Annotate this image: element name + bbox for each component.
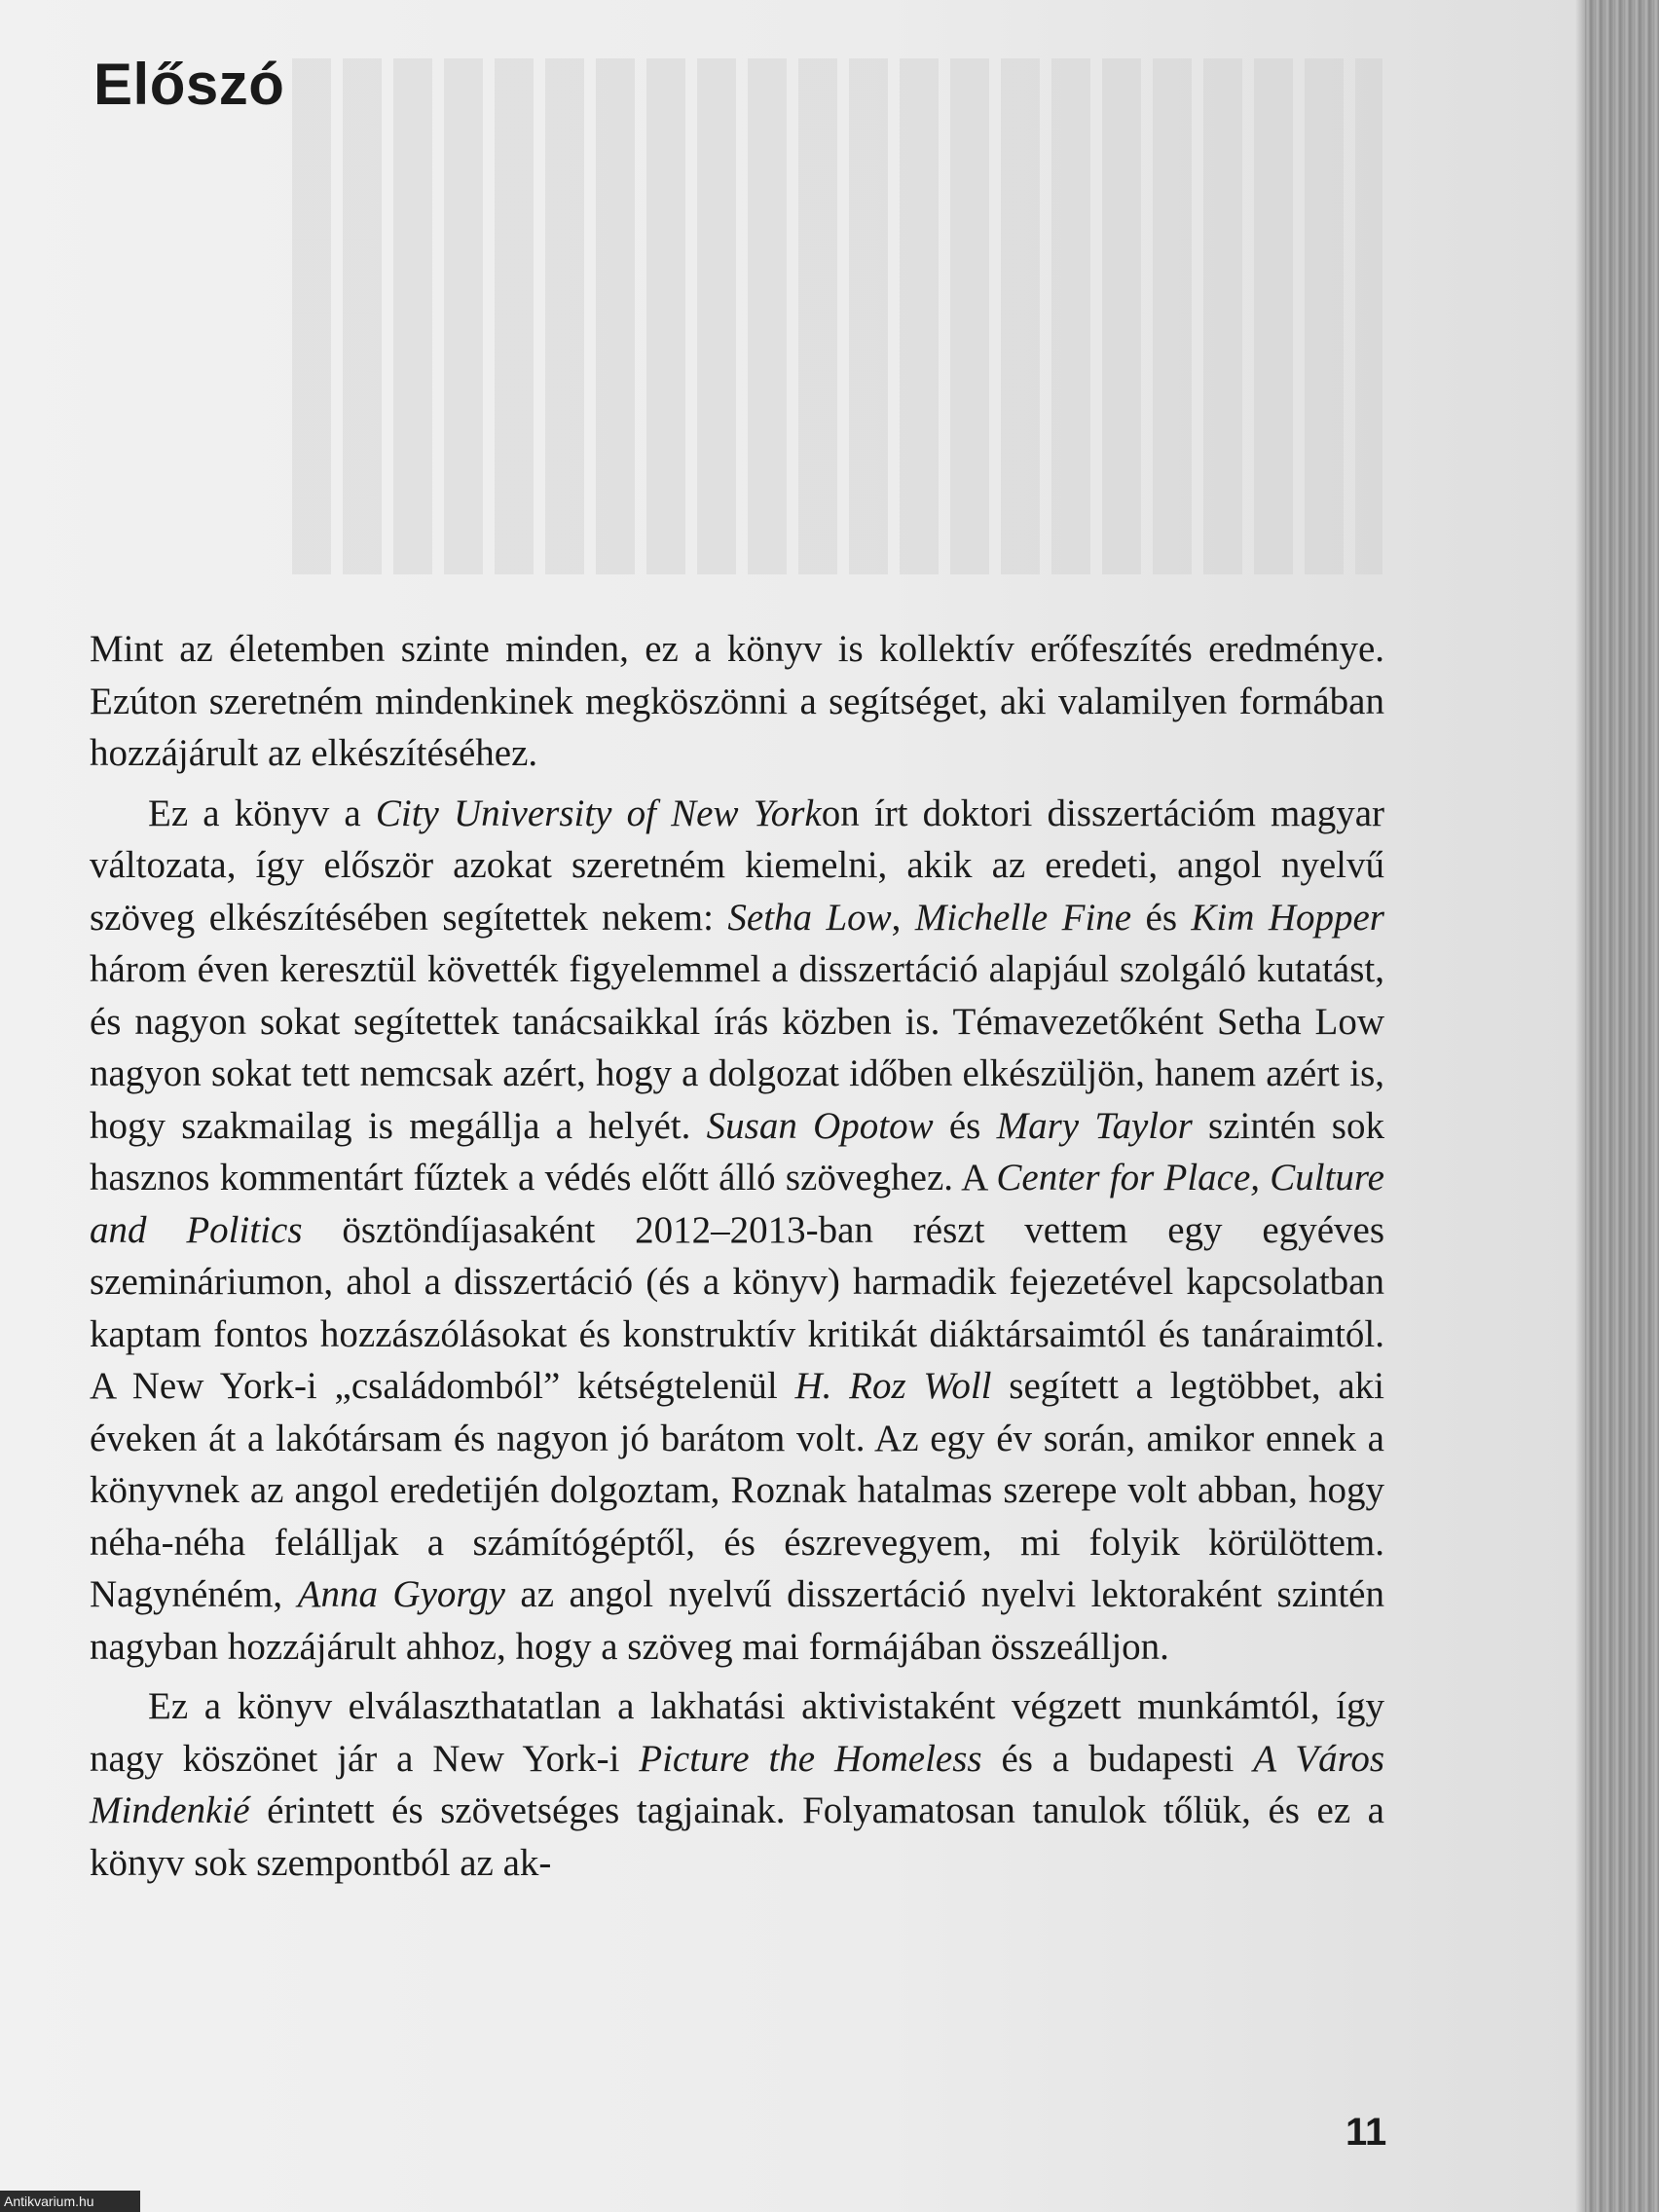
italic-run: Michelle Fine: [914, 896, 1132, 939]
text-run: az angol nyelvű disszertáció nyelvi lektoraként szintén nagyban hozzájárult ahhoz, hogy a szöveg mai formájában összeálljon.: [90, 1573, 1384, 1668]
text-run: on írt doktori disszertációm magyar változata, így először azokat szeretném kiemelni, akik az eredeti, angol nyelvű szöveg elkészítésében segítettek nekem:: [90, 792, 1384, 939]
text-run: három éven keresztül követték figyelemmel a disszertáció alapjául szolgáló kutatást, és nagyon sokat segítettek tanácsaikkal írás közben is. Témavezetőként Setha Low nagyon sokat tett nemcsak azért, hogy a dolgozat időben elkészüljön, hanem azért is, hogy szakmailag is megállja a helyét.: [90, 948, 1384, 1147]
italic-run: Kim Hopper: [1191, 896, 1384, 939]
text-run: érintett és szövetséges tagjainak. Folyamatosan tanulok tőlük, és ez a könyv sok szempontból az ak-: [90, 1789, 1384, 1884]
paragraph-3: [90, 1680, 1384, 1889]
italic-run: Susan Opotow: [706, 1104, 934, 1147]
page-number: 11: [1346, 2111, 1387, 2154]
paragraph-1: [90, 623, 1384, 780]
text-run: Ez a könyv elválaszthatatlan a lakhatási aktivistaként végzett munkámtól, így nagy köszönet jár a New York-i: [90, 1685, 1384, 1780]
body-text: [90, 623, 1384, 1897]
page-title: Előszó: [93, 52, 285, 117]
text-run: szintén sok hasznos kommentárt fűztek a védés előtt álló szöveghez. A: [90, 1104, 1384, 1198]
watermark: Antikvarium.hu: [0, 2191, 140, 2212]
text-run: ösztöndíjasaként 2012–2013-ban részt vettem egy egyéves szemináriumon, ahol a disszertáció (és a könyv) harmadik fejezetével kapcsolatban kaptam fontos hozzászólásokat és konstruktív kritikát diáktársaimtól és tanáraimtól. A New York-i „családomból” kétségtelenül: [90, 1208, 1385, 1407]
bleed-through-text: [292, 58, 1382, 604]
text-run: és a budapesti: [981, 1737, 1254, 1780]
adjacent-page-edges: [1585, 0, 1659, 2212]
italic-run: Picture the Homeless: [639, 1737, 982, 1780]
italic-run: Mary Taylor: [996, 1104, 1193, 1147]
italic-run: H. Roz Woll: [794, 1365, 992, 1407]
text-run: és: [933, 1104, 997, 1147]
text-run: segített a legtöbbet, aki éveken át a lakótársam és nagyon jó barátom volt. Az egy év során, amikor ennek a könyvnek az angol eredetijén dolgoztam, Roznak hatalmas szerepe volt abban, hogy néha-néha felálljak a számítógéptől, és észrevegyem, mi folyik körülöttem. Nagynéném,: [90, 1365, 1384, 1615]
text-run: és: [1131, 896, 1192, 939]
italic-run: Center for Place, Culture and Politics: [90, 1157, 1384, 1251]
paragraph-2: [90, 788, 1384, 1674]
text-run: Ez a könyv a: [148, 792, 376, 834]
text-run: Mint az életemben szinte minden, ez a könyv is kollektív erőfeszítés eredménye. Ezúton szeretném mindenkinek megköszönni a segítséget, aki valamilyen formában hozzájárult az elkészítéséhez.: [90, 628, 1384, 774]
italic-run: City University of New York: [375, 792, 822, 834]
italic-run: Setha Low: [727, 896, 892, 939]
text-run: ,: [891, 896, 915, 939]
italic-run: A Város Mindenkié: [90, 1737, 1384, 1831]
italic-run: Anna Gyorgy: [297, 1573, 505, 1615]
